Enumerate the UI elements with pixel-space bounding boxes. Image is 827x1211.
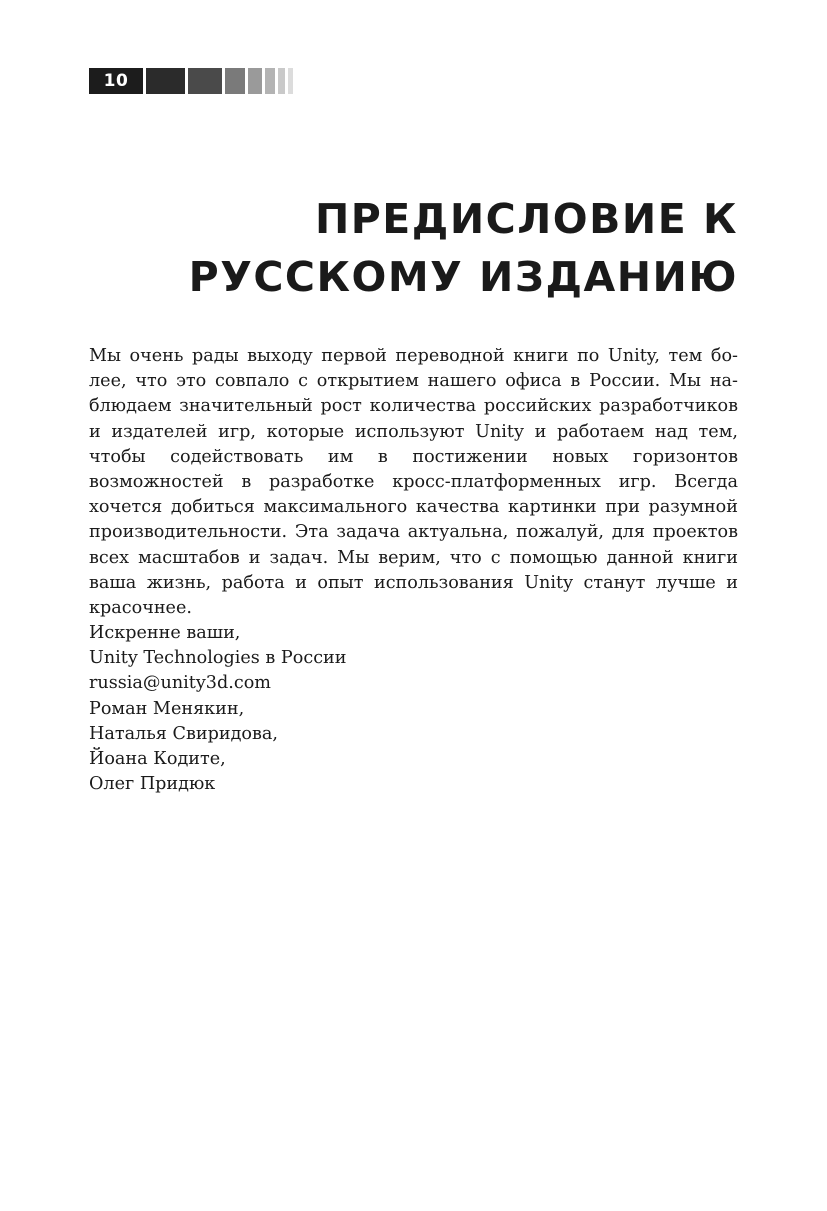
header-bar-6: [278, 68, 285, 94]
signature-closing: Искренне ваши,: [89, 623, 241, 643]
signature-name: Йоана Кодите,: [89, 749, 226, 770]
chapter-title: [118, 190, 738, 306]
page-header: [89, 68, 293, 94]
header-bar-4: [248, 68, 262, 94]
signature-name: Олег Придюк: [89, 774, 216, 795]
chapter-title-line-1: ПРЕДИСЛОВИЕ К: [314, 195, 738, 243]
signature-company: Unity Technologies в России: [89, 648, 347, 669]
header-bar-7: [288, 68, 293, 94]
header-bar-1: [146, 68, 185, 94]
signature-name: Наталья Свиридова,: [89, 723, 278, 744]
page-number: 10: [89, 68, 143, 94]
chapter-title-line-2: РУССКОМУ ИЗДАНИЮ: [188, 253, 738, 301]
signature-email: russia@unity3d.com: [89, 673, 271, 694]
header-bar-3: [225, 68, 245, 94]
header-bar-5: [265, 68, 275, 94]
signature-name: Роман Менякин,: [89, 698, 245, 719]
header-bar-2: [188, 68, 222, 94]
signature-block: [89, 621, 589, 797]
preface-paragraph: Мы очень рады выходу первой переводной книги по Unity, тем более, что это совпало с открытием нашего офиса в России. Мы наблюдаем значительный рост количества российских разработчиков и издателей игр, которые используют Unity и работаем над тем, чтобы содействовать им в постижении новых горизонтов возможностей в разработке кросс-платформенных игр. Всегда хочется добиться максимального качества картинки при разумной производительности. Эта задача актуальна, пожалуй, для проектов всех масштабов и задач. Мы верим, что с помощью данной книги ваша жизнь, работа и опыт использования Unity станут лучше и красочнее.: [89, 346, 738, 619]
